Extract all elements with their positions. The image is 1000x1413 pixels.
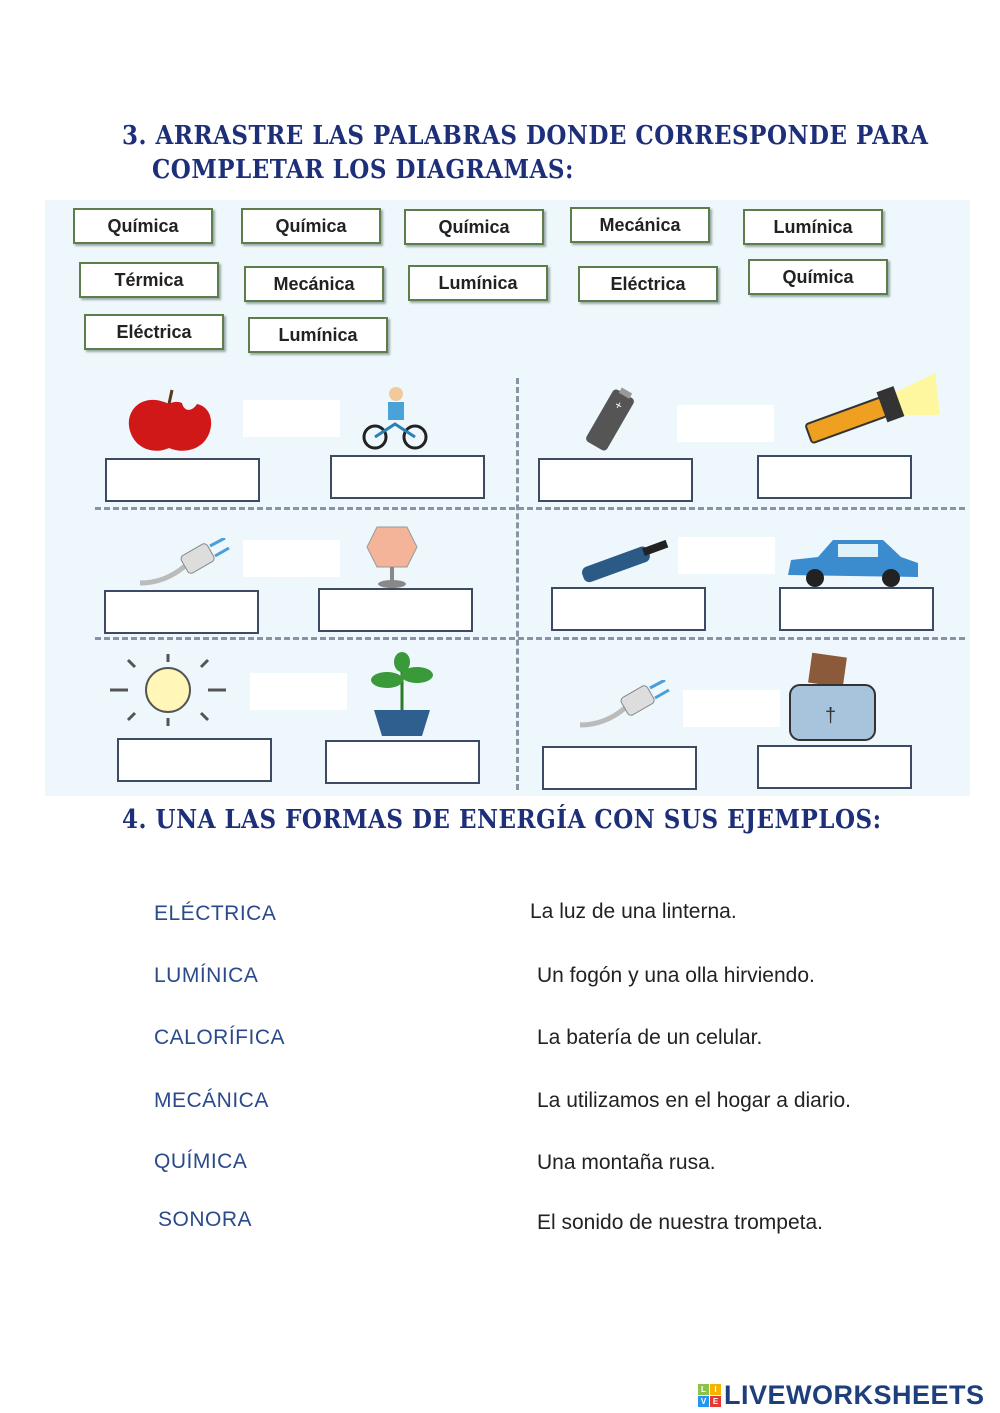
word-chip[interactable]: Lumínica — [408, 265, 548, 301]
word-chip[interactable]: Química — [73, 208, 213, 244]
divider-horizontal — [95, 637, 965, 640]
answer-box[interactable] — [318, 588, 473, 632]
plug-icon — [575, 680, 670, 730]
blank-area — [683, 690, 780, 727]
logo-text: LIVEWORKSHEETS — [724, 1380, 985, 1410]
answer-box[interactable] — [779, 587, 934, 631]
blank-area — [678, 537, 775, 574]
blank-area — [677, 405, 774, 442]
word-chip[interactable]: Lumínica — [248, 317, 388, 353]
answer-box[interactable] — [542, 746, 697, 790]
blank-area — [243, 540, 340, 577]
plug-icon — [135, 538, 230, 588]
answer-box[interactable] — [105, 458, 260, 502]
energy-example[interactable]: La luz de una linterna. — [530, 900, 737, 923]
divider-horizontal — [95, 507, 965, 510]
energy-example[interactable]: El sonido de nuestra trompeta. — [537, 1211, 824, 1234]
section4-title: 4. UNA LAS FORMAS DE ENERGÍA CON SUS EJEMPLOS: — [122, 804, 882, 836]
plant-icon — [362, 650, 442, 740]
energy-example[interactable]: La utilizamos en el hogar a diario. — [537, 1089, 852, 1112]
svg-text:+: + — [611, 397, 626, 414]
answer-box[interactable] — [757, 455, 912, 499]
lamp-icon — [362, 522, 422, 592]
answer-box[interactable] — [330, 455, 485, 499]
answer-box[interactable] — [551, 587, 706, 631]
car-icon — [783, 535, 923, 590]
energy-form[interactable]: QUÍMICA — [154, 1150, 248, 1173]
svg-text:†: † — [825, 705, 837, 727]
energy-example[interactable]: Una montaña rusa. — [537, 1151, 716, 1174]
energy-example[interactable]: La batería de un celular. — [537, 1026, 763, 1049]
answer-box[interactable] — [757, 745, 912, 789]
word-chip[interactable]: Térmica — [79, 262, 219, 298]
energy-form[interactable]: SONORA — [158, 1208, 253, 1231]
word-chip[interactable]: Mecánica — [570, 207, 710, 243]
energy-form[interactable]: LUMÍNICA — [154, 964, 259, 987]
energy-form[interactable]: CALORÍFICA — [154, 1026, 286, 1049]
answer-box[interactable] — [325, 740, 480, 784]
flashlight-icon — [795, 365, 945, 445]
blank-area — [250, 673, 347, 710]
word-chip[interactable]: Eléctrica — [578, 266, 718, 302]
cyclist-icon — [360, 382, 430, 452]
energy-example[interactable]: Un fogón y una olla hirviendo. — [537, 964, 815, 987]
logo-icon: L I V E — [698, 1384, 721, 1407]
section3-title-line2: COMPLETAR LOS DIAGRAMAS: — [152, 154, 575, 186]
section3-title-line1: 3. ARRASTRE LAS PALABRAS DONDE CORRESPONDE PARA — [122, 120, 929, 152]
blank-area — [243, 400, 340, 437]
answer-box[interactable] — [538, 458, 693, 502]
word-chip[interactable]: Química — [241, 208, 381, 244]
battery-icon — [580, 385, 640, 455]
word-chip[interactable]: Química — [404, 209, 544, 245]
liveworksheets-logo — [698, 1380, 985, 1411]
word-chip[interactable]: Eléctrica — [84, 314, 224, 350]
word-chip[interactable]: Química — [748, 259, 888, 295]
word-chip[interactable]: Lumínica — [743, 209, 883, 245]
answer-box[interactable] — [117, 738, 272, 782]
answer-box[interactable] — [104, 590, 259, 634]
word-chip[interactable]: Mecánica — [244, 266, 384, 302]
energy-form[interactable]: ELÉCTRICA — [154, 902, 277, 925]
hair-dryer-icon — [570, 535, 680, 585]
toaster-icon — [785, 650, 885, 745]
apple-icon — [122, 386, 217, 456]
divider-vertical — [516, 378, 519, 790]
sun-icon — [108, 652, 228, 727]
energy-form[interactable]: MECÁNICA — [154, 1089, 269, 1112]
